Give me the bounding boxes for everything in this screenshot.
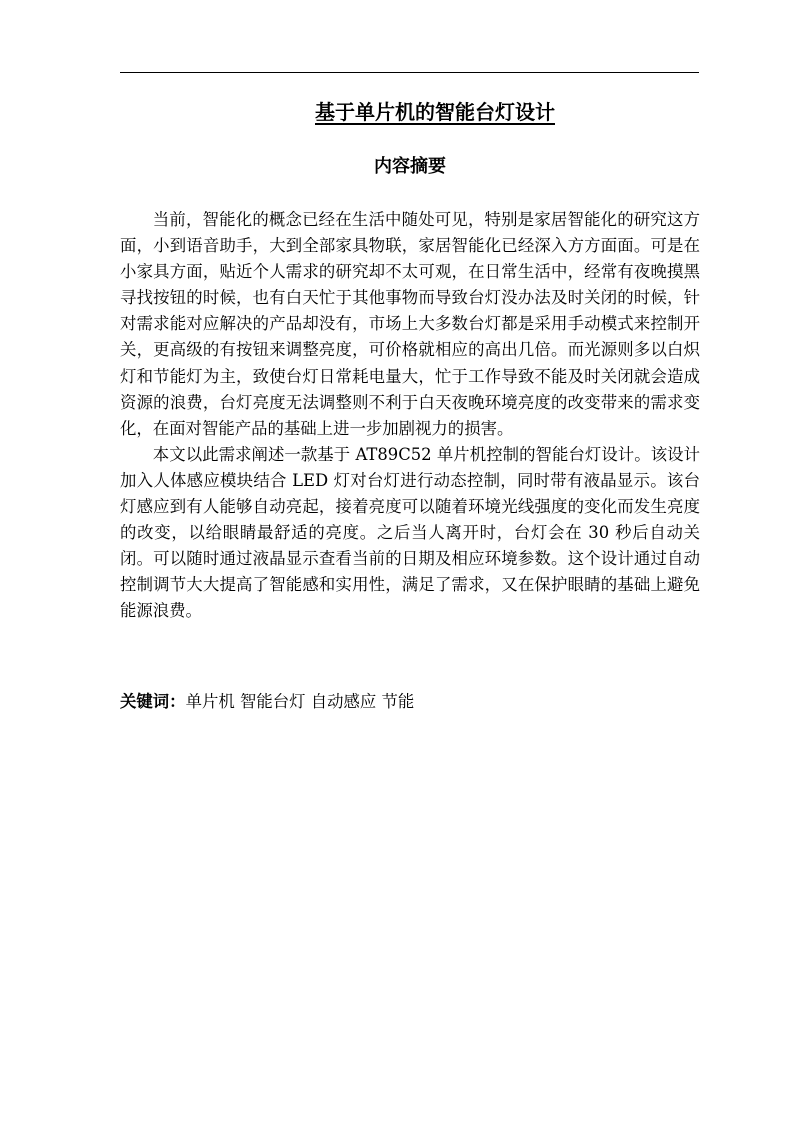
header-rule xyxy=(120,72,699,73)
document-title: 基于单片机的智能台灯设计 xyxy=(315,100,555,124)
abstract-heading: 内容摘要 xyxy=(374,156,446,177)
keywords-line xyxy=(120,689,700,715)
abstract-paragraph-2: 本文以此需求阐述一款基于 AT89C52 单片机控制的智能台灯设计。该设计加入人体感应模块结合 LED 灯对台灯进行动态控制，同时带有液晶显示。该台灯感应到有人能够自动亮起，接着亮度可以随着环境光线强度的变化而发生亮度的改变，以给眼睛最舒适的亮度。之后当人离开时，台灯会在 30 秒后自动关闭。可以随时通过液晶显示查看当前的日期及相应环境参数。这个设计通过自动控制调节大大提高了智能感和实用性，满足了需求，又在保护眼睛的基础上避免能源浪费。 xyxy=(120,444,700,621)
keywords-label: 关键词： xyxy=(120,692,186,711)
keywords-values: 单片机 智能台灯 自动感应 节能 xyxy=(185,692,415,711)
abstract-paragraph-1: 当前，智能化的概念已经在生活中随处可见，特别是家居智能化的研究这方面，小到语音助手，大到全部家具物联，家居智能化已经深入方方面面。可是在小家具方面，贴近个人需求的研究却不太可观，在日常生活中，经常有夜晚摸黑寻找按钮的时候，也有白天忙于其他事物而导致台灯没办法及时关闭的时候，针对需求能对应解决的产品却没有，市场上大多数台灯都是采用手动模式来控制开关，更高级的有按钮来调整亮度，可价格就相应的高出几倍。而光源则多以白炽灯和节能灯为主，致使台灯日常耗电量大，忙于工作导致不能及时关闭就会造成资源的浪费，台灯亮度无法调整则不利于白天夜晚环境亮度的改变带来的需求变化，在面对智能产品的基础上进一步加剧视力的损害。 xyxy=(120,210,700,438)
abstract-body xyxy=(120,207,700,625)
